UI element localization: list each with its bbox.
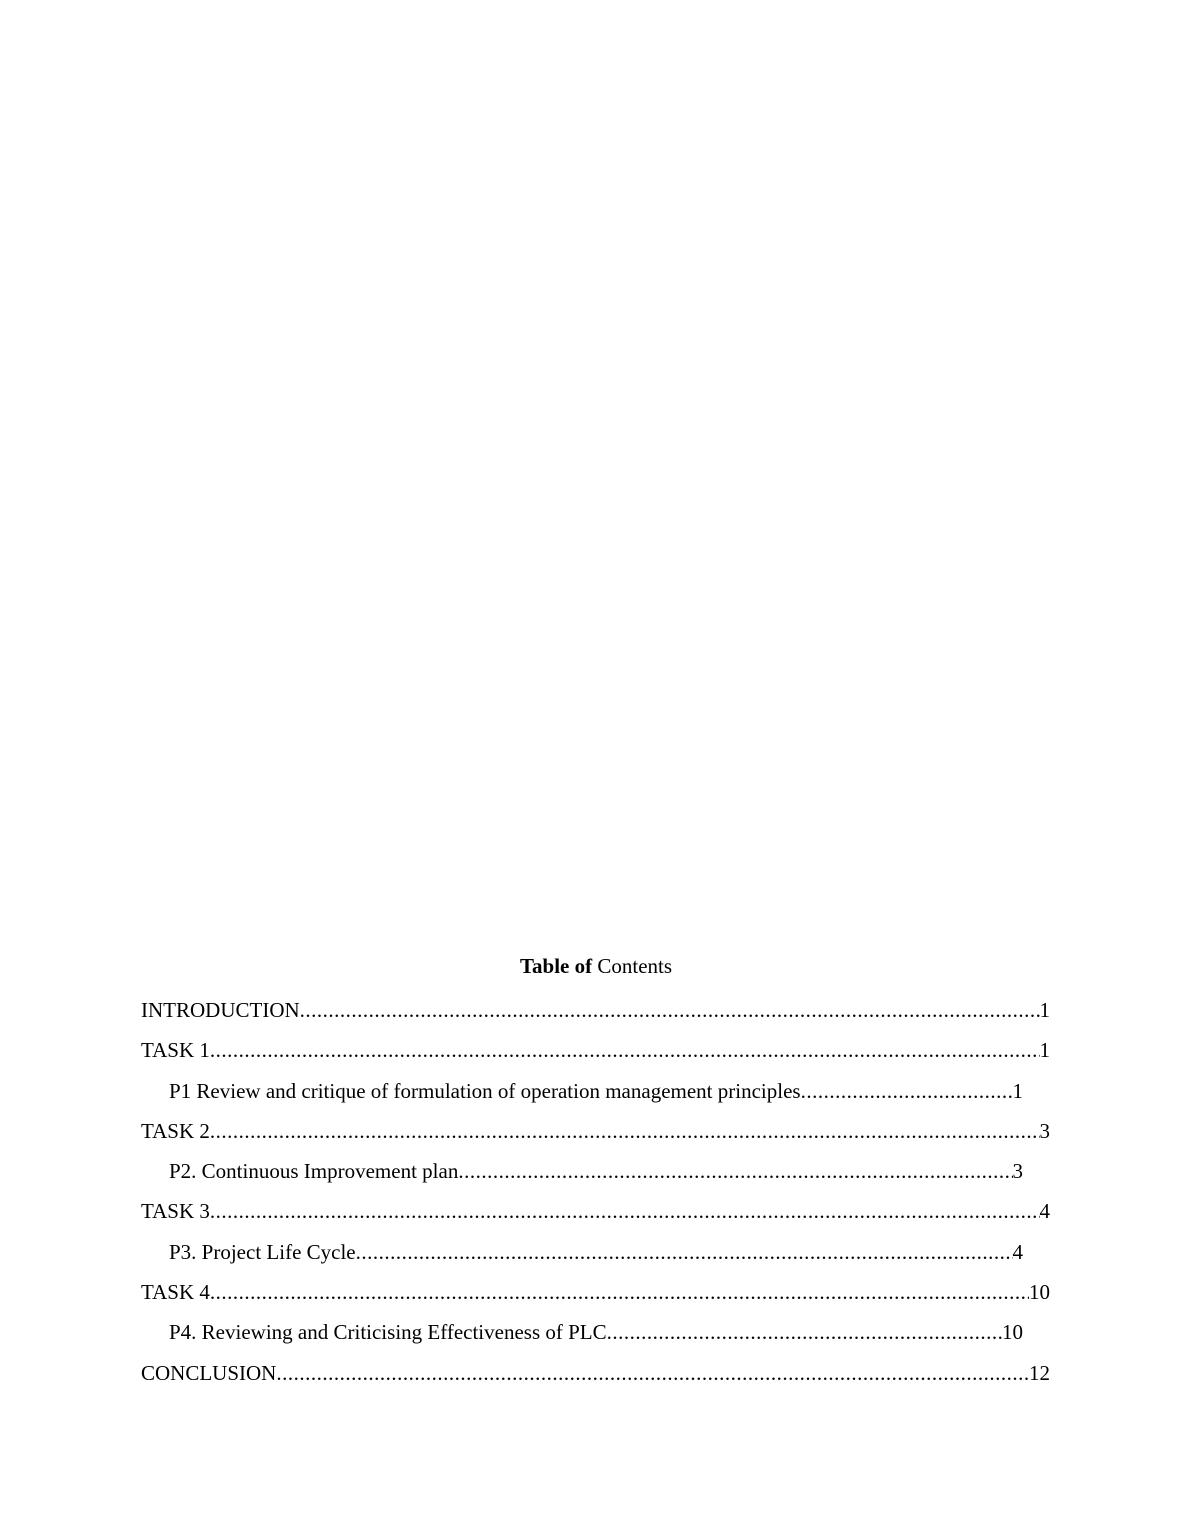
toc-entry-task-2[interactable]	[141, 1111, 1050, 1151]
toc-entry-page: 1	[1039, 998, 1050, 1022]
toc-entry-page: 10	[1029, 1280, 1050, 1305]
toc-dot-leader	[801, 1071, 1013, 1111]
toc-entry-p3[interactable]	[141, 1232, 1023, 1272]
toc-dot-leader	[458, 1151, 1012, 1191]
toc-entry-task-4[interactable]	[141, 1272, 1050, 1312]
toc-entry-label: P2. Continuous Improvement plan	[169, 1159, 459, 1184]
toc-entry-page: 4	[1012, 1239, 1023, 1264]
toc-entry-page: 1	[1012, 1078, 1023, 1103]
toc-entry-label: P3. Project Life Cycle	[169, 1239, 356, 1264]
toc-dot-leader	[276, 1353, 1029, 1393]
toc-entry-page: 12	[1029, 1360, 1050, 1385]
toc-entry-task-3[interactable]	[141, 1191, 1050, 1231]
toc-entry-label: INTRODUCTION	[141, 998, 300, 1022]
toc-dot-leader	[356, 1232, 1013, 1272]
toc-heading-bold: Table of	[519, 954, 593, 978]
toc-entry-label: TASK 2	[141, 1118, 210, 1143]
toc-dot-leader	[607, 1312, 1002, 1352]
toc-entry-page: 1	[1039, 1038, 1050, 1063]
toc-entry-p1[interactable]	[141, 1071, 1023, 1111]
toc-entry-task-1[interactable]	[141, 1030, 1050, 1070]
toc-entry-label: P4. Reviewing and Criticising Effectiveness of PLC	[169, 1320, 607, 1345]
toc-heading	[141, 950, 1051, 982]
toc-entry-page: 4	[1039, 1199, 1050, 1224]
toc-entry-page: 3	[1012, 1159, 1023, 1184]
toc-dot-leader	[210, 1030, 1040, 1070]
toc-dot-leader	[210, 1191, 1040, 1231]
toc-dot-leader	[300, 990, 1040, 1030]
table-of-contents	[141, 950, 1051, 1393]
toc-dot-leader	[210, 1111, 1040, 1151]
toc-entry-p4[interactable]	[141, 1312, 1023, 1352]
toc-heading-regular: Contents	[597, 954, 673, 978]
toc-entry-page: 10	[1002, 1320, 1023, 1345]
toc-entry-label: CONCLUSION	[141, 1360, 277, 1385]
toc-entry-label: TASK 3	[141, 1199, 210, 1224]
toc-entry-page: 3	[1039, 1118, 1050, 1143]
toc-entry-p2[interactable]	[141, 1151, 1023, 1191]
toc-entry-introduction[interactable]	[141, 990, 1050, 1030]
toc-dot-leader	[210, 1272, 1029, 1312]
toc-entry-label: TASK 1	[141, 1038, 210, 1063]
toc-entry-conclusion[interactable]	[141, 1353, 1050, 1393]
toc-entry-label: P1 Review and critique of formulation of operation management principles	[169, 1078, 801, 1103]
toc-entry-label: TASK 4	[141, 1280, 210, 1305]
